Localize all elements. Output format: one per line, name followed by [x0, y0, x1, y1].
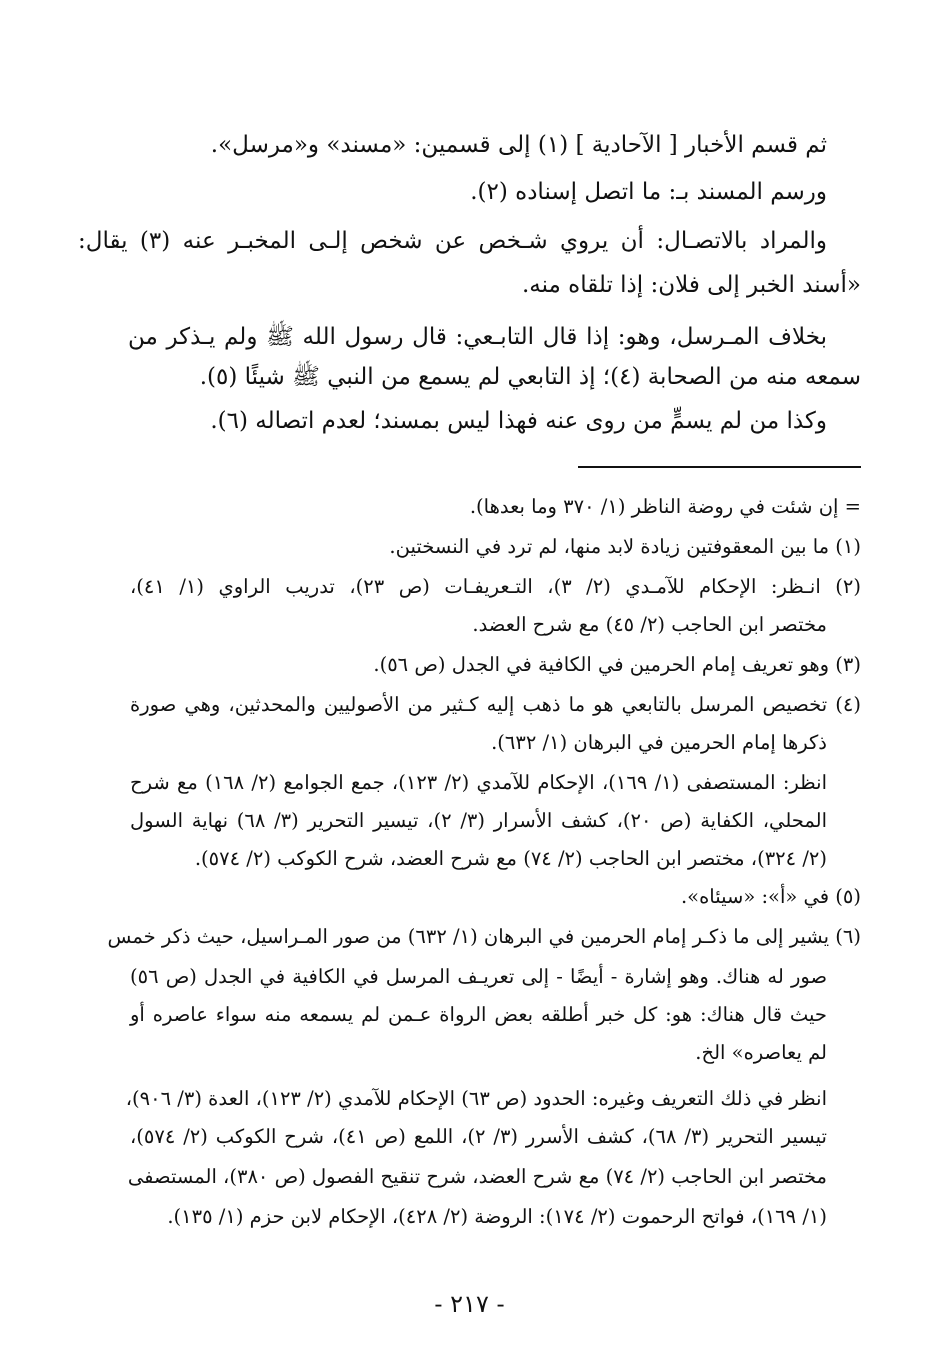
main-text-line: «أسند الخبر إلى فلان: إذا تلقاه منه.: [521, 272, 861, 298]
footnote-line: المحلي، الكفاية (ص ٢٠)، كشف الأسرار (٣/ ٢)، تيسير التحرير (٣/ ٦٨) نهاية السول: [130, 809, 827, 832]
footnote-line: تيسير التحرير (٣/ ٦٨)، كشف الأسرر (٣/ ٢)، اللمع (ص ٤١)، شرح الكوكب (٢/ ٥٧٤)،: [130, 1125, 827, 1148]
footnote-line: (٢/ ٣٢٤)، مختصر ابن الحاجب (٢/ ٧٤) مع شرح العضد، شرح الكوكب (٢/ ٥٧٤).: [194, 847, 827, 870]
footnote-line: (٣) وهو تعريف إمام الحرمين في الكافية في الجدل (ص ٥٦).: [373, 653, 861, 676]
footnote-line: = إن شئت في روضة الناظر (١/ ٣٧٠ وما بعدها).: [469, 495, 861, 518]
main-text-line: ورسم المسند بـ: ما اتصل إسناده (٢).: [470, 179, 827, 205]
footnote-line: (١/ ١٦٩)، فواتح الرحموت (٢/ ١٧٤): الروضة (٢/ ٤٢٨)، الإحكام لابن حزم (١/ ١٣٥).: [167, 1205, 827, 1228]
footnote-line: انظر في ذلك التعريف وغيره: الحدود (ص ٦٣) الإحكام للآمدي (٢/ ١٢٣)، العدة (٣/ ٩٠٦)،: [125, 1087, 827, 1110]
footnote-line: انظر: المستصفى (١/ ١٦٩)، الإحكام للآمدي (٢/ ١٢٣)، جمع الجوامع (٢/ ١٦٨) مع شرح: [130, 771, 827, 794]
main-text-line: سمعه منه من الصحابة (٤)؛ إذ التابعي لم يسمع من النبي ﷺ شيئًا (٥).: [199, 364, 861, 390]
main-text-line: والمراد بالاتصـال: أن يروي شـخص عن شخص إلـى المخبـر عنه (٣) يقال:: [78, 228, 827, 254]
footnote-line: (٢) انـظر: الإحكام للآمـدي (٢/ ٣)، التـعريفـات (ص ٢٣)، تدريب الراوي (١/ ٤١)،: [130, 575, 861, 598]
footnote-line: صور له هناك. وهو إشارة - أيضًا - إلى تعريـف المرسل في الكافية في الجدل (ص ٥٦): [130, 965, 827, 988]
page-number: - ٢١٧ -: [434, 1290, 505, 1318]
footnote-line: (٦) يشير إلى ما ذكـر إمام الحرمين في البرهان (١/ ٦٣٢) من صور المـراسيل، حيث ذكر خمس: [107, 925, 861, 948]
footnote-line: (٤) تخصيص المرسل بالتابعي هو ما ذهب إليه كـثير من الأصوليين والمحدثين، وهي صورة: [130, 693, 861, 716]
footnote-line: حيث قال هناك: هو: كل خبر أطلقه بعض الرواة عـمن لم يسمعه منه سواء عاصره أو: [130, 1003, 827, 1026]
footnote-line: لم يعاصره» الخ.: [695, 1041, 827, 1064]
main-text-line: ثم قسم الأخبار [ الآحادية ] (١) إلى قسمين: «مسند» و«مرسل».: [210, 132, 827, 158]
main-text-line: وكذا من لم يسمٍّ من روى عنه فهذا ليس بمسند؛ لعدم اتصاله (٦).: [210, 408, 827, 434]
footnote-line: مختصر ابن الحاجب (٢/ ٤٥) مع شرح العضد.: [472, 613, 827, 636]
footnote-line: ذكرها إمام الحرمين في البرهان (١/ ٦٣٢).: [491, 731, 827, 754]
footnote-line: (٥) في «أ»: «سيئاه».: [680, 885, 861, 908]
footnote-separator: [578, 466, 861, 468]
footnote-line: (١) ما بين المعقوفتين زيادة لابد منها، لم ترد في النسختين.: [389, 535, 861, 558]
main-text-line: بخلاف المـرسل، وهو: إذا قال التابـعي: قال رسول الله ﷺ ولم يـذكر من: [128, 324, 827, 350]
footnote-line: مختصر ابن الحاجب (٢/ ٧٤) مع شرح العضد، شرح تنقيح الفصول (ص ٣٨٠)، المستصفى: [127, 1165, 827, 1188]
